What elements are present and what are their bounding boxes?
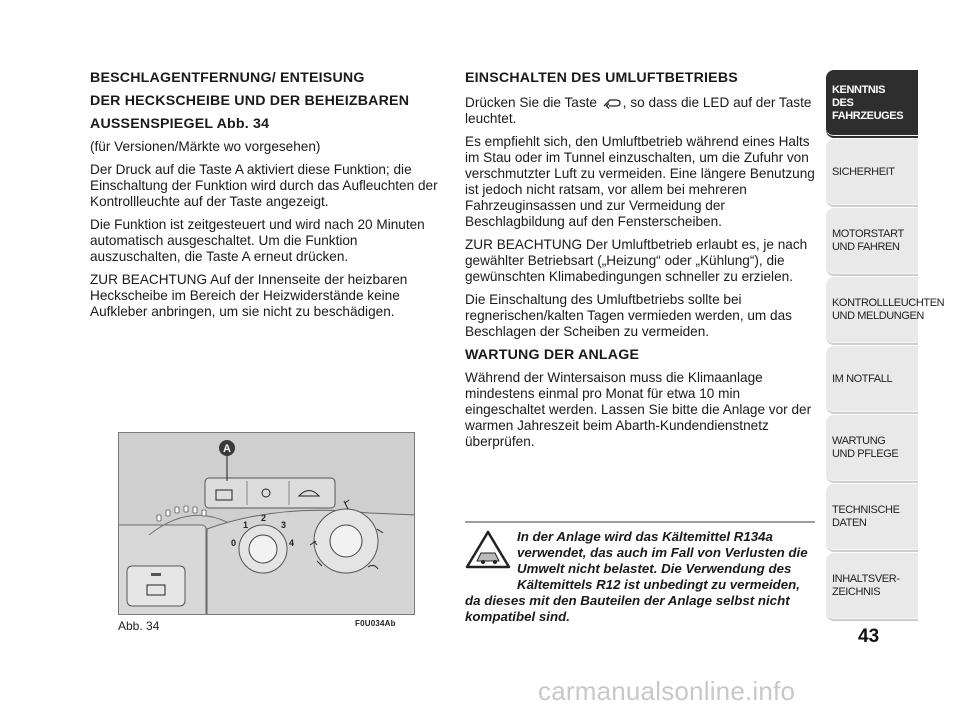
dial-number: 4 <box>289 538 295 548</box>
paragraph: Die Funktion ist zeitgesteuert und wird nach 20 Minuten automatisch ausgeschaltet. Um die Funktion auszuschalten, die Taste A erneut drücken. <box>90 217 425 264</box>
airflow-up-icon <box>344 500 349 509</box>
dial-number: 3 <box>281 520 287 530</box>
dial-number: 2 <box>261 513 267 523</box>
tab-im-notfall[interactable]: IM NOTFALL <box>826 346 918 414</box>
paragraph: Während der Wintersaison muss die Klimaanlage mindestens einmal pro Monat für etwa 10 min eingeschaltet werden. Lassen Sie bitte die Anlage vor der warmen Jahreszeit beim Abarth-Kundendienstnetz überprüfen. <box>465 370 812 449</box>
paragraph-text: Drücken Sie die Taste <box>465 95 601 110</box>
section-subtitle: (für Versionen/Märkte wo vorgesehen) <box>90 139 321 154</box>
paragraph: ZUR BEACHTUNG Auf der Innenseite der heizbaren Heckscheibe im Bereich der Heizwiderstände keine Aufkleber anbringen, um sie nicht zu beschädigen. <box>90 272 408 319</box>
dial-number: 0 <box>231 538 237 548</box>
warning-text: In der Anlage wird das Kältemittel R134a verwendet, das auch im Fall von Verlusten die Umwelt nicht belastet. Die Verwendung des Kältemittels R12 ist unbedingt zu vermeiden, da dieses mit den Bauteilen der Anlage selbst nicht kompatibel sind. <box>465 529 808 624</box>
section-heading: WARTUNG DER ANLAGE <box>465 347 640 363</box>
page-number: 43 <box>858 626 880 647</box>
paragraph <box>465 95 817 127</box>
section-heading: EINSCHALTEN DES UMLUFTBETRIEBS <box>465 70 738 86</box>
figure-code: F0U034Ab <box>355 619 396 628</box>
chapter-tabs <box>826 70 945 622</box>
tab-motorstart[interactable]: MOTORSTART UND FAHREN <box>826 208 918 276</box>
recirculation-icon <box>601 97 623 109</box>
climate-control-illustration <box>119 433 415 615</box>
section-heading-line: BESCHLAGENTFERNUNG/ ENTEISUNG <box>90 70 365 86</box>
paragraph: Der Druck auf die Taste A aktiviert diese Funktion; die Einschaltung der Funktion wird durch das Aufleuchten der Kontrollleuchte auf der Taste angezeigt. <box>90 162 438 209</box>
tab-wartung[interactable]: WARTUNG UND PFLEGE <box>826 415 918 483</box>
dial-number: 1 <box>243 520 249 530</box>
watermark: carmanualsonline.info <box>538 676 796 706</box>
section-heading-line: AUSSENSPIEGEL Abb. 34 <box>90 116 270 132</box>
right-column <box>465 70 817 457</box>
callout-a-label: A <box>223 443 231 455</box>
tab-kontrollleuchten[interactable]: KONTROLLLEUCHTEN UND MELDUNGEN <box>826 277 918 345</box>
paragraph-text: , so dass die LED auf der Taste leuchtet. <box>465 95 812 126</box>
left-column <box>90 70 442 327</box>
warning-note <box>465 529 817 625</box>
tab-kenntnis[interactable]: KENNTNIS DES FAHRZEUGES <box>826 70 918 138</box>
figure-34 <box>118 432 415 615</box>
section-heading-line: DER HECKSCHEIBE UND DER BEHEIZBAREN <box>90 93 410 109</box>
paragraph: Die Einschaltung des Umluftbetriebs sollte bei regnerischen/kalten Tagen vermieden werden, um das Beschlagen der Scheiben zu vermeiden. <box>465 292 792 339</box>
paragraph: Es empfiehlt sich, den Umluftbetrieb während eines Halts im Stau oder im Tunnel einzuschalten, um die Zufuhr von verschmutzter Luft zu vermeiden. Eine längere Benutzung ist jedoch nicht ratsam, vor allem bei mehreren Fahrzeuginsassen und zur Vermeidung der Beschlagbildung auf den Fensterscheiben. <box>465 134 815 229</box>
warning-float <box>465 529 517 579</box>
tab-technische-daten[interactable]: TECHNISCHE DATEN <box>826 484 918 552</box>
warning-divider <box>465 521 815 523</box>
tab-sicherheit[interactable]: SICHERHEIT <box>826 139 918 207</box>
paragraph: ZUR BEACHTUNG Der Umluftbetrieb erlaubt es, je nach gewählter Betriebsart („Heizung“ oder „Kühlung“), die gewünschten Klimabedingungen schneller zu erzielen. <box>465 237 808 284</box>
figure-caption: Abb. 34 <box>118 619 160 633</box>
tab-inhaltsverzeichnis[interactable]: INHALTSVER- ZEICHNIS <box>826 553 918 621</box>
warning-triangle-icon <box>465 529 511 569</box>
